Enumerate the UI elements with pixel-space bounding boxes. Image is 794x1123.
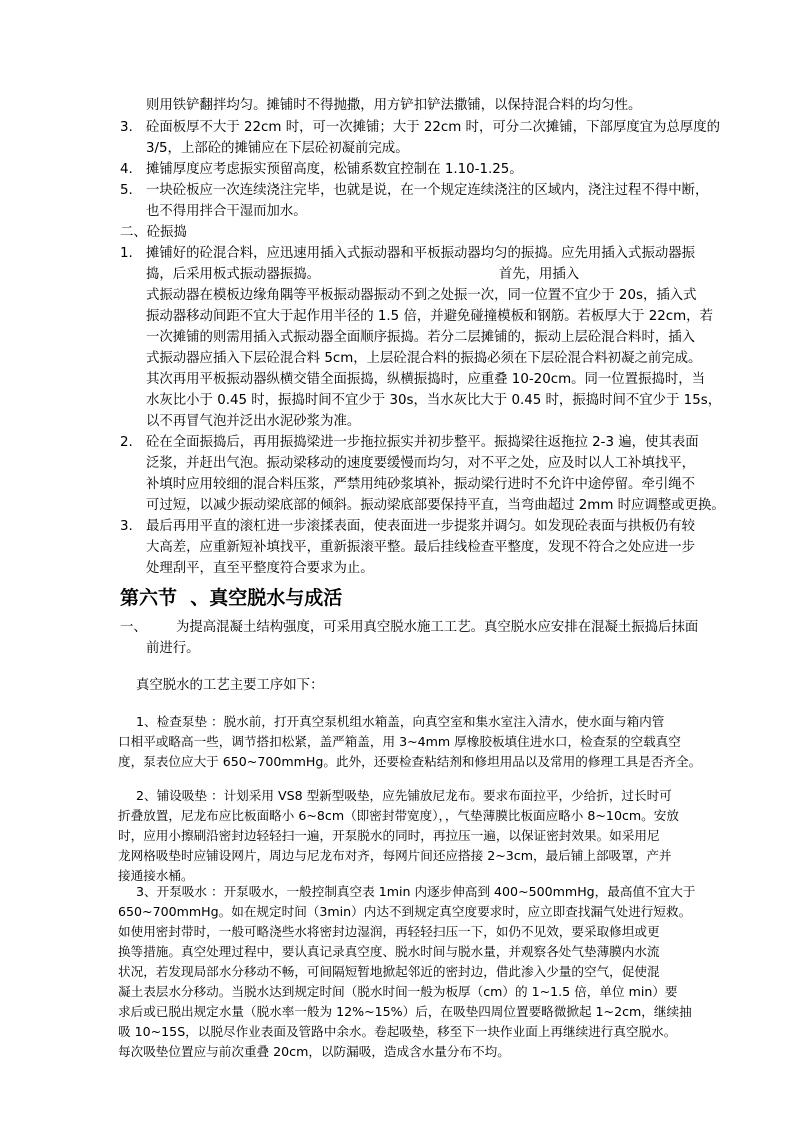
list-item-text: 其次再用平板振动器纵横交错全面振捣，纵横振捣时，应重叠 10-20cm。同一位置振捣时，当 [146, 372, 706, 387]
list-item-text: 最后再用平直的滚杠进一步滚揉表面，使表面进一步提浆并调匀。如发现砼表面与拱板仍有较 [146, 519, 696, 534]
list-item-text: 砼在全面振捣后，再用振捣梁进一步拖拉振实并初步整平。振捣梁往返拖拉 2-3 遍，使其表面 [146, 435, 699, 450]
step-text: 求后或已脱出规定水量（脱水率一般为 12%~15%）后，在吸垫四周位置要略微掀起 1~2cm，继续抽 [118, 1004, 692, 1019]
step-text: 接通接水桶。 [118, 868, 194, 883]
list-number: 2. [120, 435, 133, 450]
list-item-text: 补填时应用较细的混合料压浆，严禁用纯砂浆填补，振动梁行进时不允许中途停留。牵引绳不 [146, 477, 696, 492]
list-number: 3. [120, 519, 133, 534]
step-text: 1、检查泵垫 ：脱水前，打开真空泵机组水箱盖，向真空室和集水室注入清水，使水面与箱内管 [136, 714, 665, 729]
step-text: 龙网格吸垫时应铺设网片，周边与尼龙布对齐，每网片间还应搭接 2~3cm，最后铺上部吸罩，产并 [118, 848, 672, 863]
list-item-text: 也不得用拌合干湿而加水。 [146, 204, 307, 219]
step-text: 凝土表层水分移动。当脱水达到规定时间（脱水时间一般为板厚（cm）的 1~1.5 倍，单位 min）要 [118, 984, 678, 999]
list-item-text: 捣，后采用板式振动器振捣。 首先，用插入 [146, 267, 580, 282]
step-text: 3、开泵吸水 ：开泵吸水，一般控制真空表 1min 内逐步伸高到 400~500mmHg，最高值不宜大于 [136, 884, 696, 899]
list-item-text: 大高差，应重新短补填找平，重新振滚平整。最后挂线检查平整度，发现不符合之处应进一步 [146, 540, 696, 555]
intro-text: 前进行。 [146, 641, 200, 656]
list-item-text: 一块砼板应一次连续浇注完毕，也就是说，在一个规定连续浇注的区域内，浇注过程不得中断， [146, 183, 709, 198]
list-number: 4. [120, 162, 133, 177]
step-text: 口相平或略高一些，调节搭扣松紧，盖严箱盖，用 3~4mm 厚橡胶板填住进水口，检查泵的空载真空 [118, 734, 681, 749]
step-text: 每次吸垫位置应与前次重叠 20cm，以防漏吸，造成含水量分布不均。 [118, 1044, 510, 1059]
list-item-text: 砼面板厚不大于 22cm 时，可一次摊铺；大于 22cm 时，可分二次摊铺，下部厚度宜为总厚度的 [146, 120, 720, 135]
step-text: 度，泵表位应大于 650~700mmHg。此外，还要检查粘结剂和修坦用品以及常用的修理工具是否齐全。 [118, 754, 702, 769]
step-text: 时，应用小擦刷沿密封边轻轻扫一遍，开泵脱水的同时，再拉压一遍，以保证密封效果。如采用尼 [118, 828, 660, 843]
intro-text: 为提高混凝土结构强度，可采用真空脱水施工工艺。真空脱水应安排在混凝土振捣后抹面 [176, 620, 699, 635]
step-text: 换等措施。真空处理过程中，要认真记录真空度、脱水时间与脱水量，并观察各处气垫薄膜内水流 [118, 944, 660, 959]
step-text: 折叠放置，尼龙布应比板面略小 6~8cm（即密封带宽度），，气垫薄膜比板面应略小 8~10cm。安放 [118, 808, 679, 823]
list-number: 3. [120, 120, 133, 135]
list-item-text: 3/5，上部砼的摊铺应在下层砼初凝前完成。 [146, 141, 409, 156]
list-item-text: 以不再冒气泡并泛出水泥砂浆为准。 [146, 414, 361, 429]
list-item-text: 振动器移动间距不宜大于起作用半径的 1.5 倍，并避免碰撞模板和钢筋。若板厚大于 22cm，若 [146, 309, 713, 324]
list-number: 1. [120, 246, 133, 261]
list-item-text: 可过短，以减少振动梁底部的倾斜。振动梁底部要保持平直，当弯曲超过 2mm 时应调整或更换。 [146, 498, 725, 513]
list-item-text: 水灰比小于 0.45 时，振捣时间不宜少于 30s，当水灰比大于 0.45 时，振捣时间不宜少于 15s， [146, 393, 722, 408]
step-text: 状况，若发现局部水分移动不畅，可间隔短暂地掀起邻近的密封边，借此渗入少量的空气，促使混 [118, 964, 660, 979]
subheading: 二、砼振捣 [120, 225, 187, 240]
step-text: 如使用密封带时，一般可略浇些水将密封边湿润，再轻轻扫压一下，如仍不见效，要采取修坦或更 [118, 924, 660, 939]
list-item-text: 摊铺厚度应考虑振实预留高度，松铺系数宜控制在 1.10-1.25。 [146, 162, 523, 177]
list-item-text: 处理刮平，直至平整度符合要求为止。 [146, 561, 374, 576]
list-item-text: 式振动器在模板边缘角隅等平板振动器振动不到之处振一次，同一位置不宜少于 20s，插入式 [146, 288, 697, 303]
list-item-continuation: 则用铁铲翻拌均匀。摊铺时不得抛撒，用方铲扣铲法撒铺，以保持混合料的均匀性。 [146, 98, 642, 113]
step-text: 650~700mmHg。如在规定时间（3min）内达不到规定真空度要求时，应立即查找漏气处进行短救。 [118, 904, 692, 919]
process-heading: 真空脱水的工艺主要工序如下： [136, 678, 324, 693]
section-title: 第六节 、真空脱水与成活 [120, 587, 343, 609]
list-item-text: 式振动器应插入下层砼混合料 5cm，上层砼混合料的振捣必须在下层砼混合料初凝之前完成。 [146, 351, 702, 366]
list-item-text: 一次摊铺的则需用插入式振动器全面顺序振捣。若分二层摊铺的，振动上层砼混合料时，插入 [146, 330, 696, 345]
list-number: 5. [120, 183, 133, 198]
list-number: 一、 [120, 620, 147, 635]
list-item-text: 摊铺好的砼混合料，应迅速用插入式振动器和平板振动器均匀的振捣。应先用插入式振动器振 [146, 246, 696, 261]
list-item-text: 泛浆，并赶出气泡。振动梁移动的速度要缓慢而均匀，对不平之处，应及时以人工补填找平， [146, 456, 696, 471]
step-text: 吸 10~15S，以脱尽作业表面及管路中余水。卷起吸垫，移至下一块作业面上再继续进行真空脱水。 [118, 1024, 677, 1039]
step-text: 2、铺设吸垫 ：计划采用 VS8 型新型吸垫，应先铺放尼龙布。要求布面拉平，少给折，过长时可 [136, 788, 672, 803]
